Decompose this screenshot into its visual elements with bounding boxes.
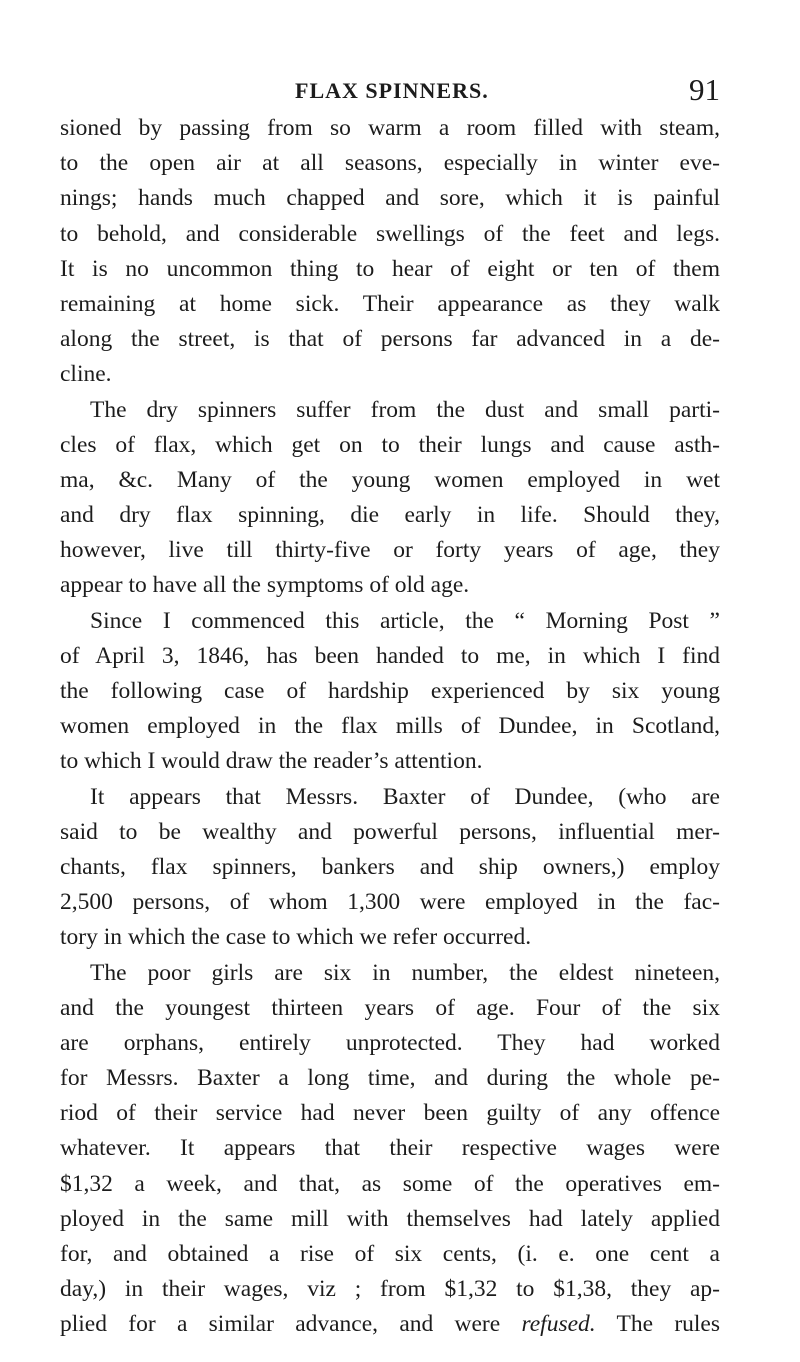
paragraph-start-line: Since I commenced this article, the “ Morning Post ” xyxy=(90,607,720,634)
running-head xyxy=(60,72,720,108)
text-line: however, live till thirty-five or forty years of age, they xyxy=(60,537,720,564)
text-segment: plied for a similar advance, and were xyxy=(60,1311,501,1338)
text-line: women employed in the flax mills of Dundee, in Scotland, xyxy=(60,713,720,740)
text-line: It is no uncommon thing to hear of eight or ten of them xyxy=(60,255,720,282)
text-line: and the youngest thirteen years of age. Four of the six xyxy=(60,994,720,1021)
paragraph-start-line: It appears that Messrs. Baxter of Dundee, (who are xyxy=(90,783,720,810)
text-line: appear to have all the symptoms of old age. xyxy=(60,572,470,599)
text-line: for Messrs. Baxter a long time, and during the whole pe- xyxy=(60,1065,720,1092)
text-line: chants, flax spinners, bankers and ship owners,) employ xyxy=(60,853,720,880)
text-line: cles of flax, which get on to their lungs and cause asth- xyxy=(60,431,720,458)
text-line: day,) in their wages, viz ; from $1,32 to $1,38, they ap- xyxy=(60,1276,720,1303)
text-line: said to be wealthy and powerful persons, influential mer- xyxy=(60,818,720,845)
text-line: are orphans, entirely unprotected. They had worked xyxy=(60,1029,720,1056)
text-line: riod of their service had never been guilty of any offence xyxy=(60,1100,720,1127)
text-line: to behold, and considerable swellings of the feet and legs. xyxy=(60,220,720,247)
paragraph-start-line: The dry spinners suffer from the dust and small parti- xyxy=(90,396,720,423)
text-line: ployed in the same mill with themselves had lately applied xyxy=(60,1205,720,1232)
text-line: 2,500 persons, of whom 1,300 were employed in the fac- xyxy=(60,889,720,916)
text-line: whatever. It appears that their respective wages were xyxy=(60,1135,720,1162)
text-line: sioned by passing from so warm a room filled with steam, xyxy=(60,115,720,141)
text-line: to the open air at all seasons, especially in winter eve- xyxy=(60,150,720,177)
text-line: $1,32 a week, and that, as some of the operatives em- xyxy=(60,1170,720,1197)
text-line: nings; hands much chapped and sore, which it is painful xyxy=(60,185,720,212)
text-line-last xyxy=(60,1307,720,1342)
text-line: cline. xyxy=(60,361,112,388)
running-title: FLAX SPINNERS. xyxy=(295,78,489,103)
text-line: for, and obtained a rise of six cents, (i. e. one cent a xyxy=(60,1241,720,1267)
text-line: tory in which the case to which we refer occurred. xyxy=(60,924,532,951)
text-line: remaining at home sick. Their appearance as they walk xyxy=(60,290,720,317)
page-number: 91 xyxy=(689,72,720,107)
text-line: along the street, is that of persons far advanced in a de- xyxy=(60,326,720,353)
text-segment: The rules xyxy=(595,1311,720,1338)
italic-word: refused. xyxy=(521,1311,596,1338)
text-line: and dry flax spinning, die early in life. Should they, xyxy=(60,502,720,529)
body-text xyxy=(60,111,720,1343)
text-line: the following case of hardship experienced by six young xyxy=(60,678,720,704)
text-line: of April 3, 1846, has been handed to me, in which I find xyxy=(60,642,720,669)
text-line: to which I would draw the reader’s attention. xyxy=(60,748,483,775)
text-line: ma, &c. Many of the young women employed in wet xyxy=(60,466,720,493)
paragraph-start-line: The poor girls are six in number, the eldest nineteen, xyxy=(90,959,720,986)
